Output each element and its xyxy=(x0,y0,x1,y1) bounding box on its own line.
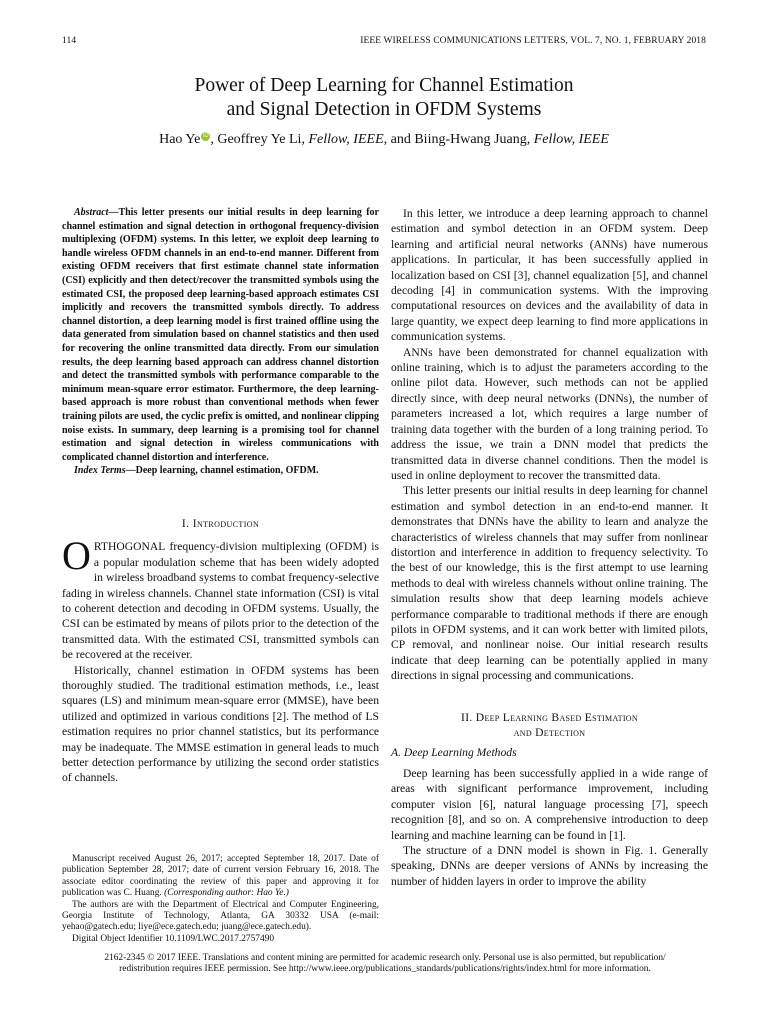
footnote-doi: Digital Object Identifier 10.1109/LWC.2017.2757490 xyxy=(72,933,275,944)
section-heading-line-2: and Detection xyxy=(513,725,586,739)
footnote-affiliation: The authors are with the Department of Electrical and Computer Engineering, Georgia Institute of Technology, Atlanta, GA 30332 USA (e-mail: yehao@gatech.edu; liye@ece.gatech.edu; juang@ece.gatech.edu). xyxy=(62,899,379,933)
footnote-corresponding: (Corresponding author: Hao Ye.) xyxy=(164,888,289,899)
intro-paragraph-4: ANNs have been demonstrated for channel equalization with online training, which is to adjust the parameters according to the online pilot data. However, such methods can not be applied directly since, with deep neural networks (DNNs), the number of parameters increased a lot, which requires a large number of training data together with the burden of a long training period. To address the issue, we train a DNN model that predicts the transmitted data in diverse channel conditions. Then the model is used in online deployment to recover the transmitted data. xyxy=(391,345,708,482)
abstract xyxy=(62,206,379,464)
index-terms xyxy=(62,464,379,478)
orcid-icon[interactable]: iD xyxy=(202,133,209,140)
title-line-1: Power of Deep Learning for Channel Estimation xyxy=(194,75,574,96)
paper-title xyxy=(0,74,768,122)
title-line-2: and Signal Detection in OFDM Systems xyxy=(226,99,542,120)
drop-cap: O xyxy=(62,533,91,579)
index-terms-text: —Deep learning, channel estimation, OFDM. xyxy=(125,465,319,477)
footnote xyxy=(62,854,379,945)
intro-paragraph-1 xyxy=(62,533,379,662)
section-heading-introduction: I. Introduction xyxy=(181,516,260,530)
index-terms-label: Index Terms xyxy=(74,465,126,477)
dl-paragraph-2: The structure of a DNN model is shown in Fig. 1. Generally speaking, DNNs are deeper versions of ANNs by increasing the number of hidden layers in order to improve the ability xyxy=(391,844,708,888)
section-heading-dl-estimation xyxy=(391,710,708,740)
footnote-manuscript xyxy=(62,854,379,900)
intro-paragraph-3: In this letter, we introduce a deep learning approach to channel estimation and symbol detection in an OFDM system. Deep learning and artificial neural networks (ANNs) have numerous applications. In particular, it has been successfully applied in localization based on CSI [3], channel equalization [5], and channel decoding [4] in communication systems. With the improving computational resources on devices and the availability of data in large quantity, we expect deep learning to find more applications in communication systems. xyxy=(391,207,708,344)
copyright-line-2: redistribution requires IEEE permission. See http://www.ieee.org/publications_standards/publications/rights/index.html for more information. xyxy=(119,964,651,975)
intro-paragraph-1-text: RTHOGONAL frequency-division multiplexing (OFDM) is a popular modulation scheme that has been widely adopted in wireless broadband systems to combat frequency-selective fading in wireless channels. Channel state information (CSI) is vital to coherent detection and decoding in OFDM systems. Usually, the CSI can be estimated by means of pilots prior to the detection of the transmitted data. With the estimated CSI, transmitted symbols can be recovered at the receiver. xyxy=(62,540,379,662)
author-separator-1: , Geoffrey Ye Li, xyxy=(210,132,309,147)
author-fellow-1: Fellow, IEEE xyxy=(308,132,384,147)
abstract-label: Abstract xyxy=(74,207,109,218)
author-list xyxy=(0,132,768,148)
section-heading-line-1: II. Deep Learning Based Estimation xyxy=(461,710,638,724)
left-column xyxy=(62,206,379,786)
journal-header: IEEE WIRELESS COMMUNICATIONS LETTERS, VOL. 7, NO. 1, FEBRUARY 2018 xyxy=(360,36,706,46)
footnote-manuscript-text: Manuscript received August 26, 2017; accepted September 18, 2017. Date of publication September 28, 2017; date of current version February 16, 2018. The associate editor coordinating the review of this paper and approving it for publication was C. Huang. xyxy=(62,854,379,899)
intro-paragraph-5: This letter presents our initial results in deep learning for channel estimation and symbol detection in an end-to-end manner. It demonstrates that DNNs have the ability to learn and analyze the characteristics of wireless channels that may suffer from nonlinear distortion and interference in addition to frequency selectivity. To the best of our knowledge, this is the first attempt to use learning methods to deal with wireless channels without online training. The simulation results show that deep learning models achieve performance comparable to traditional methods if there are enough pilots in OFDM systems, and it can work better with limited pilots, CP removal, and nonlinear noise. Our initial research results indicate that deep learning can be potentially applied in many directions in signal processing and communications. xyxy=(391,484,708,683)
author-separator-2: , and Biing-Hwang Juang, xyxy=(383,132,534,147)
author-hao-ye: Hao Ye xyxy=(159,132,201,147)
intro-paragraph-2: Historically, channel estimation in OFDM systems has been thoroughly studied. The traditional estimation methods, i.e., least squares (LS) and minimum mean-square error (MMSE), have been utilized and optimized in various conditions [2]. The method of LS estimation requires no prior channel statistics, but its performance may be inadequate. The MMSE estimation in general leads to much better detection performance by utilizing the second order statistics of channels. xyxy=(62,663,379,785)
subsection-heading-dl-methods: A. Deep Learning Methods xyxy=(391,745,517,759)
page-number: 114 xyxy=(62,36,77,46)
copyright-line-1: 2162-2345 © 2017 IEEE. Translations and content mining are permitted for academic research only. Personal use is also permitted, but republication/ xyxy=(104,953,666,963)
copyright-notice xyxy=(62,953,708,976)
dl-paragraph-1: Deep learning has been successfully applied in a wide range of areas with significant performance improvement, including computer vision [6], natural language processing [7], speech recognition [8], and so on. A comprehensive introduction to deep learning and machine learning can be found in [1]. xyxy=(391,767,708,842)
author-fellow-2: Fellow, IEEE xyxy=(533,132,609,147)
right-column xyxy=(391,206,708,889)
abstract-text: —This letter presents our initial results in deep learning for channel estimation and signal detection in orthogonal frequency-division multiplexing (OFDM) systems. In this letter, we exploit deep learning to handle wireless OFDM channels in an end-to-end manner. Different from existing OFDM receivers that first estimate channel state information (CSI) explicitly and then detect/recover the transmitted symbols using the estimated CSI, the proposed deep learning-based approach estimates CSI implicitly and recovers the transmitted symbols directly. To address channel distortion, a deep learning model is first trained offline using the data generated from simulation based on channel statistics and then used for recovering the online transmitted data directly. From our simulation results, the deep learning based approach can address channel distortion and detect the transmitted symbols with performance comparable to the minimum mean-square error estimator. Furthermore, the deep learning-based approach is more robust than conventional methods when fewer training pilots are used, the cyclic prefix is omitted, and nonlinear clipping noise exists. In summary, deep learning is a promising tool for channel estimation and signal detection in wireless communications with complicated channel distortion and interference. xyxy=(62,207,379,463)
